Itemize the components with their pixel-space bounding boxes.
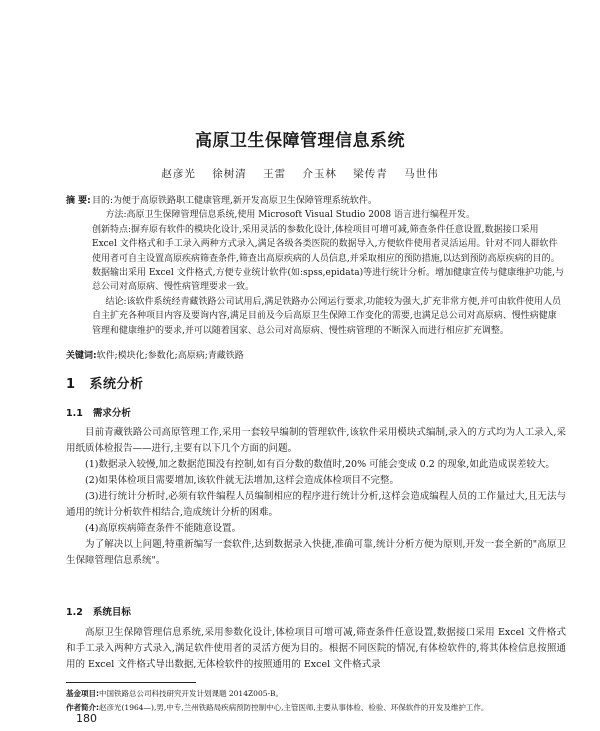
paper-title: 高原卫生保障管理信息系统 [195, 131, 405, 151]
subsection-number: 1.1 [66, 408, 83, 419]
body-paragraph: (2)如果体检项目需要增加,该软件就无法增加,这样会造成体检项目不完整。 [85, 475, 399, 486]
abstract-body [92, 194, 564, 338]
footnote-author-bio [66, 701, 566, 715]
keywords [66, 349, 564, 363]
author-name: 马世伟 [404, 168, 439, 180]
footnote-text: 中国铁路总公司科技研究开发计划课题 2014Z005-B。 [99, 689, 284, 698]
subsection-heading [66, 405, 131, 419]
section-1-2-body [66, 625, 566, 673]
section-1-1-body [66, 425, 566, 569]
abstract [66, 194, 564, 338]
subsection-title: 系统目标 [92, 607, 131, 618]
footnote-label: 基金项目: [66, 689, 99, 698]
author-name: 赵彦光 [161, 168, 196, 180]
author-name: 徐树清 [212, 168, 247, 180]
abstract-label: 摘 要: [66, 196, 91, 206]
section-number: 1 [66, 377, 76, 392]
body-paragraph: 为了解决以上问题,特重新编写一套软件,达到数据录入快捷,准确可靠,统计分析方便为原则,开发一套全新的"高原卫生保障管理信息系统"。 [66, 539, 566, 566]
footnote-label: 作者简介: [66, 703, 99, 712]
body-paragraph: 高原卫生保障管理信息系统,采用参数化设计,体检项目可增可减,筛查条件任意设置,数据接口采用 Excel 文件格式和手工录入两种方式录入,满足软件使用者的灵活方便为目的。根据不同医院的情况,有体检软件的,将其体检信息按照通用的 Excel 文件格式导出数据,无体检软件的按照通用的 Excel 文件格式录 [66, 627, 566, 670]
subsection-heading [66, 604, 131, 618]
footnotes [66, 687, 566, 715]
abstract-conclusion: 结论:该软件系统经青藏铁路公司试用后,满足铁路办公网运行要求,功能较为强大,扩充非常方便,并可由软件使用人员自主扩充各种项目内容及要询内容,满足目前及今后高原卫生保障工作变化的需要,也满足总公司对高原病、慢性病健康管理和健康维护的要求,并可以随着国家、总公司对高原病、慢性病管理的不断深入而进行相应扩充调整。 [92, 296, 561, 336]
subsection-title: 需求分析 [92, 408, 131, 419]
subsection-number: 1.2 [66, 607, 83, 618]
body-paragraph: (1)数据录入较慢,加之数据范围没有控制,如有百分数的数值时,20% 可能会变成 0.2 的现象,如此造成误差较大。 [85, 459, 555, 470]
body-paragraph: (3)进行统计分析时,必须有软件编程人员编制相应的程序进行统计分析,这样会造成编程人员的工作量过大,且无法与通用的统计分析软件相结合,造成统计分析的困难。 [66, 491, 566, 518]
footnote-divider [66, 682, 196, 683]
section-heading [66, 373, 144, 392]
author-name: 梁传青 [353, 168, 388, 180]
abstract-objective: 目的:为便于高原铁路职工健康管理,新开发高原卫生保障管理系统软件。 [92, 196, 377, 206]
body-paragraph: 目前青藏铁路公司高原管理工作,采用一套较早编制的管理软件,该软件采用模块式编制,录入的方式均为人工录入,采用纸质体检报告——进行,主要有以下几个方面的问题。 [66, 427, 566, 454]
body-paragraph: (4)高原疾病筛查条件不能随意设置。 [85, 523, 241, 534]
keywords-text: 软件;模块化;参数化;高原病;青藏铁路 [96, 351, 244, 361]
keywords-label: 关键词: [66, 351, 97, 361]
footnote-text: 赵彦光(1964—),男,中专,兰州铁路局疾病预防控制中心,主管医师,主要从事体检、检验、环保软件的开发及维护工作。 [99, 703, 489, 712]
page-number: 180 [76, 712, 97, 725]
author-name: 介玉林 [302, 168, 337, 180]
footnote-funding [66, 687, 566, 701]
section-title: 系统分析 [89, 377, 144, 392]
author-name: 雷 [274, 168, 287, 180]
author-list [0, 166, 600, 181]
abstract-innovation: 创新特点:摒弃原有软件的模块化设计,采用灵活的参数化设计,体检项目可增可减,筛查条件任意设置,数据接口采用 Excel 文件格式和手工录入两种方式录入,满足各级各类医院的数据导入,方便软件使用者灵活运用。针对不同人群软件使用者可自主设置高原疾病筛查条件,筛查出高原疾病的人员信息,并采取相应的预防措施,以达到预防高原疾病的目的。数据输出采用 Excel 文件格式,方便专业统计软件(如:spss,epidata)等进行统计分析。增加健康宣传与健康维护功能,与总公司对高原病、慢性病管理要求一致。 [92, 224, 564, 293]
author-name: 王 [263, 168, 275, 180]
abstract-method: 方法:高原卫生保障管理信息系统,使用 Microsoft Visual Studio 2008 语言进行编程开发。 [105, 210, 475, 221]
